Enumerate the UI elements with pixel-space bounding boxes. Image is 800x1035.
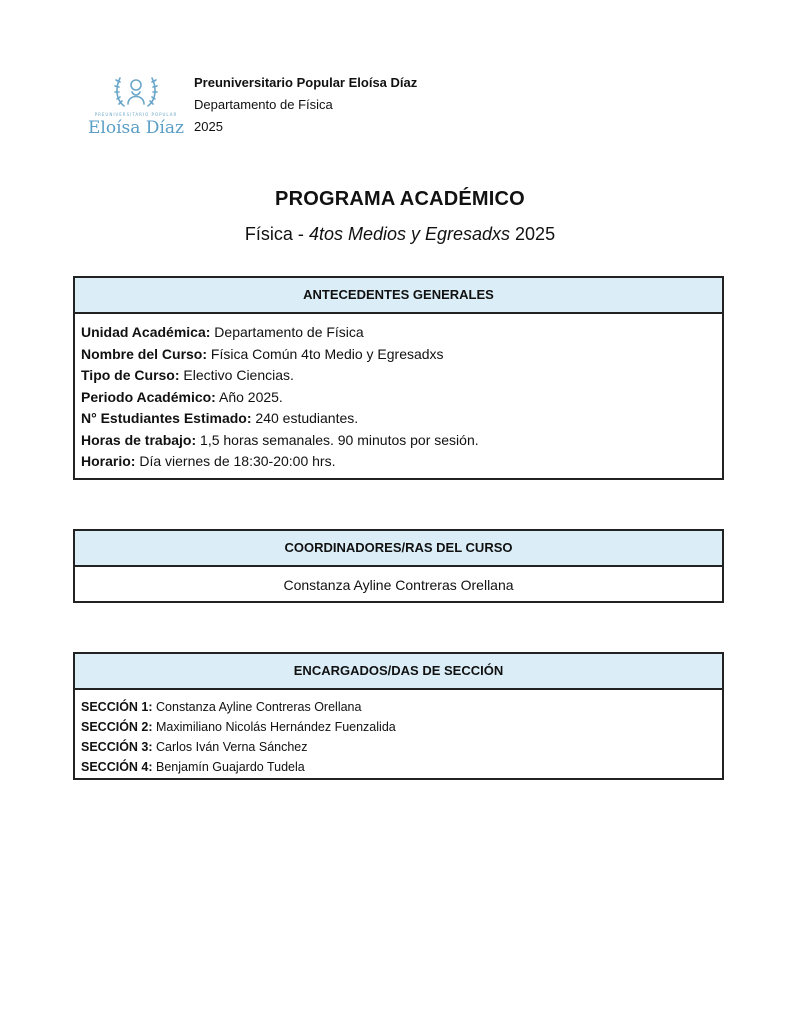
coordinador-name: Constanza Ayline Contreras Orellana — [283, 577, 514, 593]
section-person: Benjamín Guajardo Tudela — [152, 760, 305, 774]
section-label: SECCIÓN 1: — [81, 700, 153, 714]
department-name: Departamento de Física — [194, 97, 333, 112]
section-person: Maximiliano Nicolás Hernández Fuenzalida — [152, 720, 396, 734]
info-label: Unidad Académica: — [81, 324, 211, 340]
section-label: SECCIÓN 3: — [81, 740, 153, 754]
document-year: 2025 — [194, 119, 223, 134]
laurel-emblem-icon — [110, 72, 162, 110]
encargados-heading: ENCARGADOS/DAS DE SECCIÓN — [75, 654, 722, 690]
info-value: Departamento de Física — [210, 324, 364, 340]
info-value: Física Común 4to Medio y Egresadxs — [207, 345, 444, 362]
section-row — [81, 697, 716, 717]
info-row — [81, 322, 716, 344]
page-subtitle — [0, 224, 800, 245]
institution-logo — [88, 72, 184, 142]
section-label: SECCIÓN 2: — [81, 720, 153, 734]
info-row — [81, 344, 716, 366]
institution-info — [194, 72, 417, 138]
info-label: Nombre del Curso: — [81, 345, 208, 362]
info-row — [81, 430, 716, 452]
info-row — [81, 408, 716, 430]
encargados-seccion-table — [73, 652, 724, 780]
info-row — [81, 365, 716, 387]
section-row — [81, 757, 716, 777]
info-value: 240 estudiantes. — [251, 410, 359, 426]
section-person: Carlos Iván Verna Sánchez — [152, 740, 308, 754]
info-label: Horario: — [81, 453, 136, 469]
page-title: PROGRAMA ACADÉMICO — [275, 188, 525, 210]
institution-name: Preuniversitario Popular Eloísa Díaz — [194, 75, 418, 90]
info-value: 1,5 horas semanales. 90 minutos por sesión. — [196, 431, 479, 448]
info-label: Tipo de Curso: — [81, 367, 180, 383]
document-header — [88, 66, 728, 146]
section-row — [81, 737, 716, 757]
encargados-body — [75, 690, 722, 784]
info-label: N° Estudiantes Estimado: — [81, 410, 252, 426]
info-value: Año 2025. — [215, 388, 283, 405]
logo-tagline: PREUNIVERSITARIO POPULAR — [94, 112, 178, 117]
info-value: Día viernes de 18:30-20:00 hrs. — [135, 453, 336, 469]
info-row — [81, 387, 716, 409]
antecedentes-heading: ANTECEDENTES GENERALES — [75, 278, 722, 314]
logo-wordmark: Eloísa Díaz — [88, 118, 184, 138]
info-value: Electivo Ciencias. — [179, 367, 294, 383]
section-person: Constanza Ayline Contreras Orellana — [152, 700, 362, 714]
subtitle-prefix: Física - — [244, 224, 309, 244]
subtitle-suffix: 2025 — [510, 224, 556, 244]
info-label: Periodo Académico: — [81, 388, 216, 405]
coordinadores-table — [73, 529, 724, 603]
subtitle-italic: 4tos Medios y Egresadxs — [308, 224, 511, 244]
coordinadores-heading: COORDINADORES/RAS DEL CURSO — [75, 531, 722, 567]
antecedentes-body — [75, 314, 722, 481]
section-label: SECCIÓN 4: — [81, 760, 153, 774]
info-label: Horas de trabajo: — [81, 431, 197, 448]
section-row — [81, 717, 716, 737]
info-row — [81, 451, 716, 473]
antecedentes-generales-table — [73, 276, 724, 480]
